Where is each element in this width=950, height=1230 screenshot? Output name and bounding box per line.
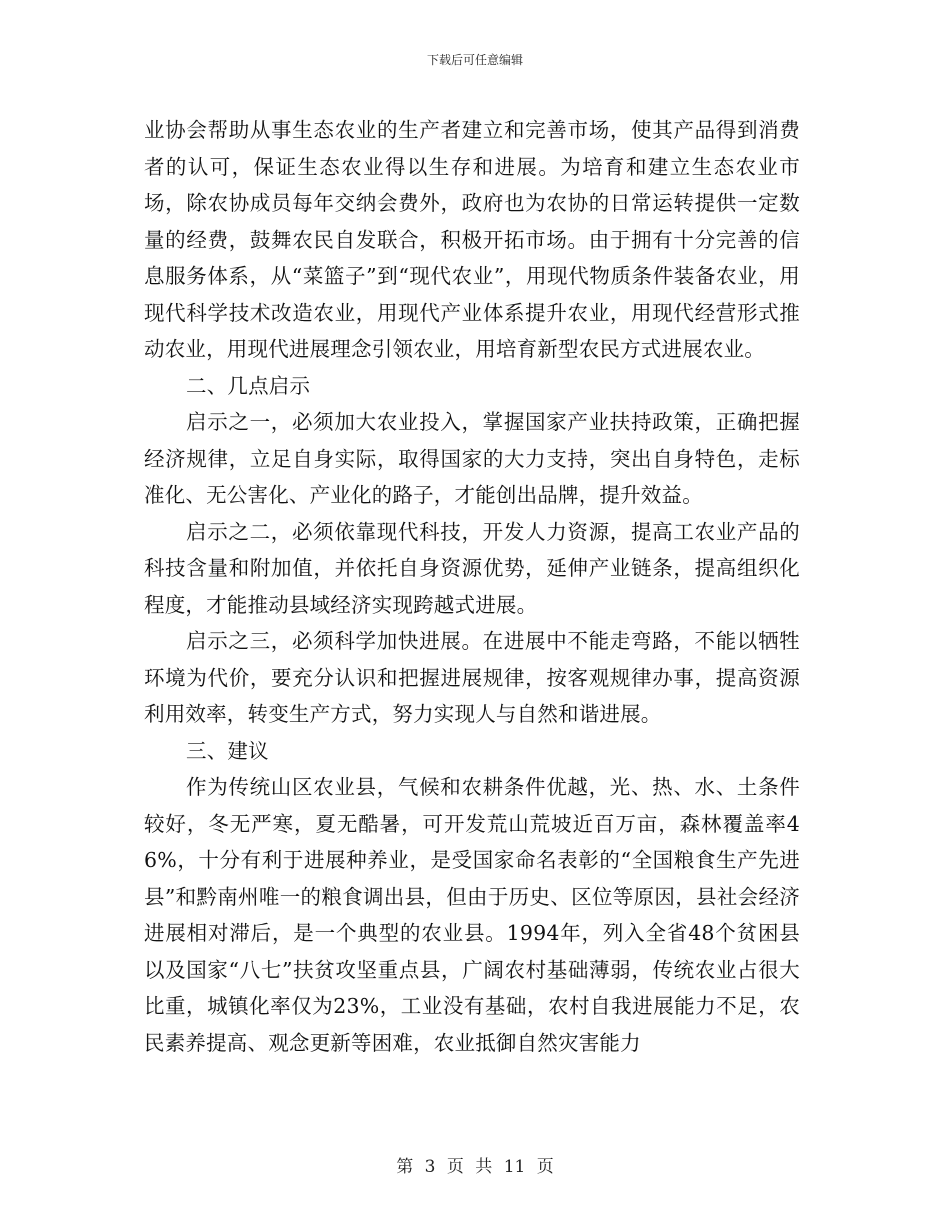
section-heading-insights: 二、几点启示 [186,373,311,398]
page-number-footer: 第 3 页 共 11 页 [396,1157,554,1177]
paragraph-insight-one: 启示之一，必须加大农业投入，掌握国家产业扶持政策，正确把握经济规律，立足自身实际，取得国家的大力支持，突出自身特色，走标准化、无公害化、产业化的路子，才能创出品牌，提升效益。 [144,410,800,507]
page-header: 下载后可任意编辑 [426,53,523,67]
section-heading-suggestions: 三、建议 [186,738,269,763]
paragraph-insight-three: 启示之三，必须科学加快进展。在进展中不能走弯路，不能以牺牲环境为代价，要充分认识和把握进展规律，按客观规律办事，提高资源利用效率，转变生产方式，努力实现人与自然和谐进展。 [144,629,800,726]
paragraph-insight-two: 启示之二，必须依靠现代科技，开发人力资源，提高工农业产品的科技含量和附加值，并依托自身资源优势，延伸产业链条，提高组织化程度，才能推动县域经济实现跨越式进展。 [144,519,800,617]
paragraph-suggestions: 作为传统山区农业县，气候和农耕条件优越，光、热、水、土条件较好，冬无严寒，夏无酷暑，可开发荒山荒坡近百万亩，森林覆盖率46%，十分有利于进展种养业，是受国家命名表彰的“全国粮食生产先进县”和黔南州唯一的粮食调出县，但由于历史、区位等原因，县社会经济进展相对滞后，是一个典型的农业县。1994年，列入全省48个贫困县以及国家“八七”扶贫攻坚重点县，广阔农村基础薄弱，传统农业占很大比重，城镇化率仅为23%，工业没有基础，农村自我进展能力不足，农民素养提高、观念更新等困难，农业抵御自然灾害能力 [144,775,800,1055]
document-body [144,112,800,1061]
paragraph-continuation: 业协会帮助从事生态农业的生产者建立和完善市场，使其产品得到消费者的认可，保证生态农业得以生存和进展。为培育和建立生态农业市场，除农协成员每年交纳会费外，政府也为农协的日常运转提供一定数量的经费，鼓舞农民自发联合，积极开拓市场。由于拥有十分完善的信息服务体系，从“菜篮子”到“现代农业”，用现代物质条件装备农业，用现代科学技术改造农业，用现代产业体系提升农业，用现代经营形式推动农业，用现代进展理念引领农业，用培育新型农民方式进展农业。 [144,118,800,361]
